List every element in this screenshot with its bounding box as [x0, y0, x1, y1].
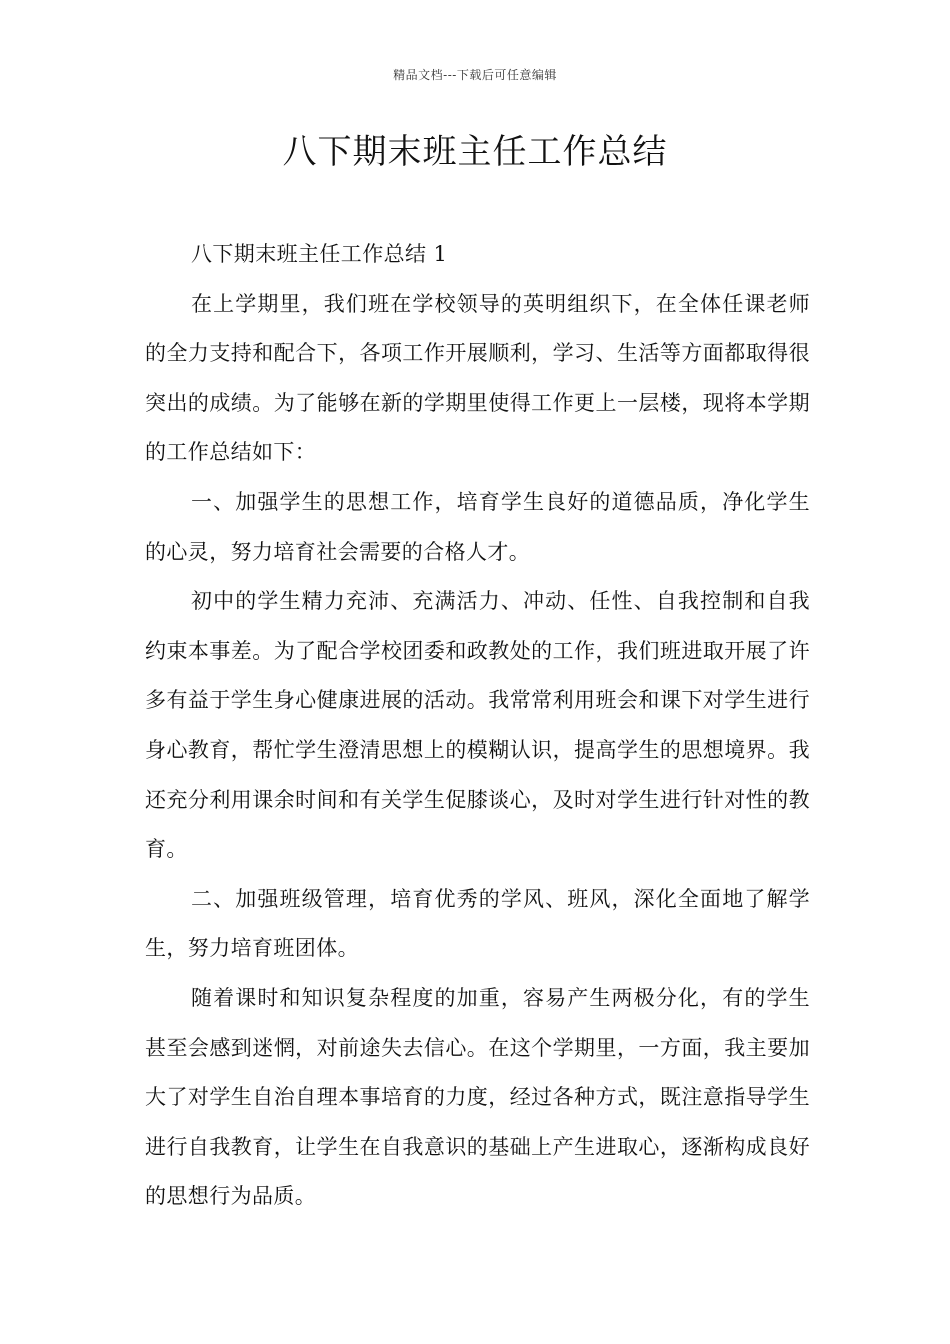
paragraph-point-2: 二、加强班级管理，培育优秀的学风、班风，深化全面地了解学生，努力培育班团体。	[145, 886, 810, 961]
paragraph-point-1-detail: 初中的学生精力充沛、充满活力、冲动、任性、自我控制和自我约束本事差。为了配合学校团委和政教处的工作，我们班进取开展了许多有益于学生身心健康进展的活动。我常常利用班会和课下对学生进行身心教育，帮忙学生澄清思想上的模糊认识，提高学生的思想境界。我还充分利用课余时间和有关学生促膝谈心，及时对学生进行针对性的教育。	[145, 589, 810, 862]
header-note: 精品文档---下载后可任意编辑	[393, 68, 557, 82]
document-body	[145, 230, 810, 1222]
section-heading: 八下期末班主任工作总结 1	[191, 242, 448, 266]
paragraph-intro: 在上学期里，我们班在学校领导的英明组织下，在全体任课老师的全力支持和配合下，各项工作开展顺利，学习、生活等方面都取得很突出的成绩。为了能够在新的学期里使得工作更上一层楼，现将本学期的工作总结如下：	[145, 291, 810, 465]
document-title: 八下期末班主任工作总结	[282, 132, 668, 172]
paragraph-point-1: 一、加强学生的思想工作，培育学生良好的道德品质，净化学生的心灵，努力培育社会需要的合格人才。	[145, 489, 810, 564]
paragraph-point-2-detail: 随着课时和知识复杂程度的加重，容易产生两极分化，有的学生甚至会感到迷惘，对前途失去信心。在这个学期里，一方面，我主要加大了对学生自治自理本事培育的力度，经过各种方式，既注意指导学生进行自我教育，让学生在自我意识的基础上产生进取心，逐渐构成良好的思想行为品质。	[145, 985, 810, 1209]
